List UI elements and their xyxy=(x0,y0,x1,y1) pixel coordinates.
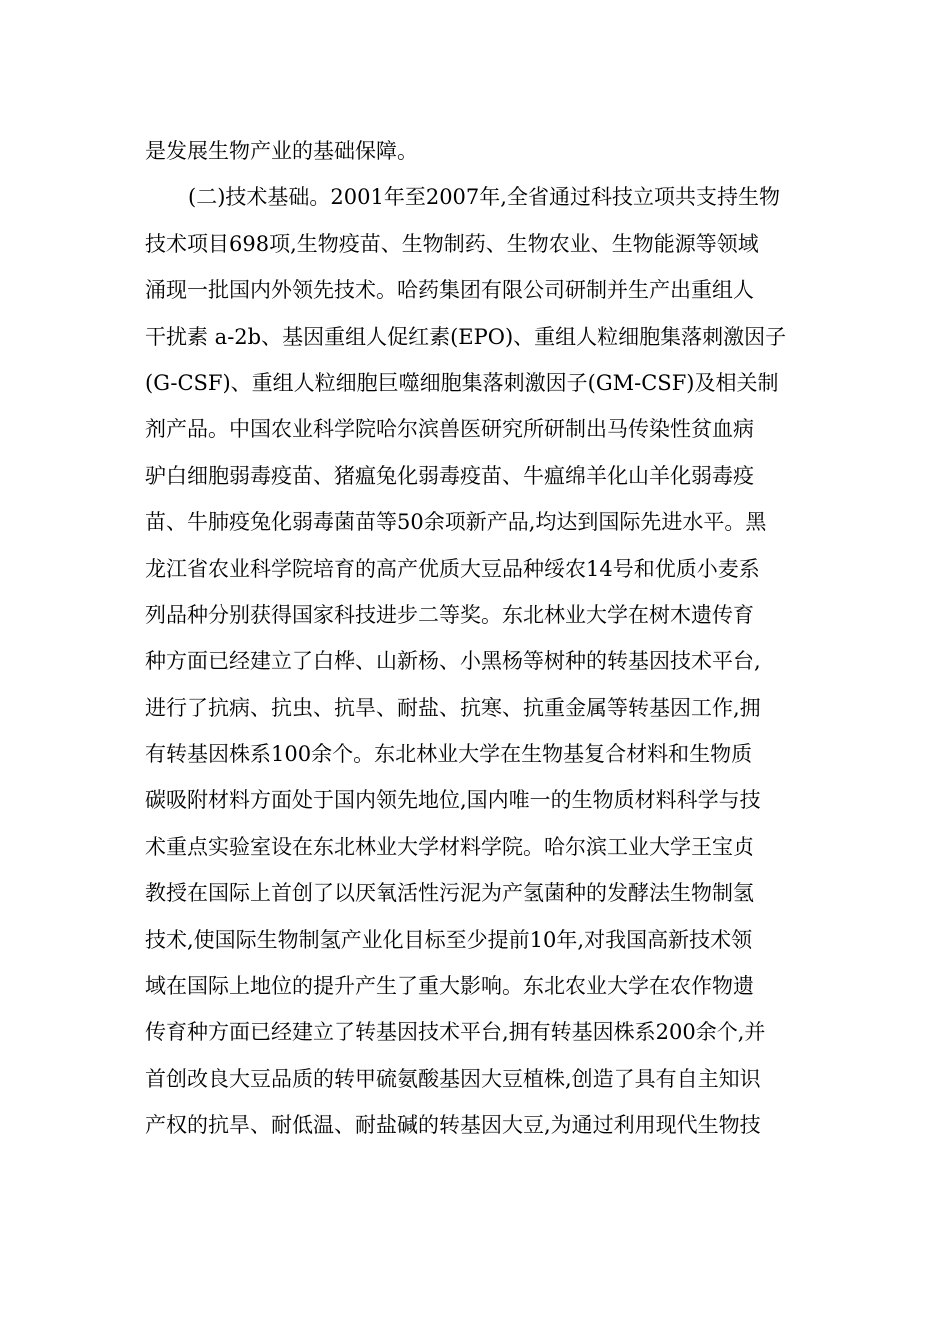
section-heading-line: (二)技术基础。2001年至2007年,全省通过科技立项共支持生物 xyxy=(188,185,780,210)
text-line: (G-CSF)、重组人粒细胞巨噬细胞集落刺激因子(GM-CSF)及相关制 xyxy=(145,370,779,395)
text-line: 产权的抗旱、耐低温、耐盐碱的转基因大豆,为通过利用现代生物技 xyxy=(145,1113,761,1138)
body-text xyxy=(145,128,809,1149)
text-line: 列品种分别获得国家科技进步二等奖。东北林业大学在树木遗传育 xyxy=(145,602,754,627)
text-line: 驴白细胞弱毒疫苗、猪瘟兔化弱毒疫苗、牛瘟绵羊化山羊化弱毒疫 xyxy=(145,463,754,488)
text-line: 教授在国际上首创了以厌氧活性污泥为产氢菌种的发酵法生物制氢 xyxy=(145,881,754,906)
text-line: 技术项目698项,生物疫苗、生物制药、生物农业、生物能源等领域 xyxy=(145,231,759,256)
text-line: 有转基因株系100余个。东北林业大学在生物基复合材料和生物质 xyxy=(145,742,753,767)
text-line: 干扰素 a-2b、基因重组人促红素(EPO)、重组人粒细胞集落刺激因子 xyxy=(145,324,787,349)
text-line: 进行了抗病、抗虫、抗旱、耐盐、抗寒、抗重金属等转基因工作,拥 xyxy=(145,695,761,720)
text-line: 传育种方面已经建立了转基因技术平台,拥有转基因株系200余个,并 xyxy=(145,1020,766,1045)
text-line: 种方面已经建立了白桦、山新杨、小黑杨等树种的转基因技术平台, xyxy=(145,649,761,674)
text-line: 术重点实验室设在东北林业大学材料学院。哈尔滨工业大学王宝贞 xyxy=(145,834,754,859)
text-line: 苗、牛肺疫兔化弱毒菌苗等50余项新产品,均达到国际先进水平。黑 xyxy=(145,510,767,535)
text-line: 域在国际上地位的提升产生了重大影响。东北农业大学在农作物遗 xyxy=(145,974,754,999)
text-line: 技术,使国际生物制氢产业化目标至少提前10年,对我国高新技术领 xyxy=(145,927,753,952)
text-line: 龙江省农业科学院培育的高产优质大豆品种绥农14号和优质小麦系 xyxy=(145,556,760,581)
text-line: 碳吸附材料方面处于国内领先地位,国内唯一的生物质材料科学与技 xyxy=(145,788,761,813)
text-line: 首创改良大豆品质的转甲硫氨酸基因大豆植株,创造了具有自主知识 xyxy=(145,1066,761,1091)
text-line: 是发展生物产业的基础保障。 xyxy=(145,139,418,163)
text-line: 涌现一批国内外领先技术。哈药集团有限公司研制并生产出重组人 xyxy=(145,278,754,303)
text-line: 剂产品。中国农业科学院哈尔滨兽医研究所研制出马传染性贫血病 xyxy=(145,417,754,442)
